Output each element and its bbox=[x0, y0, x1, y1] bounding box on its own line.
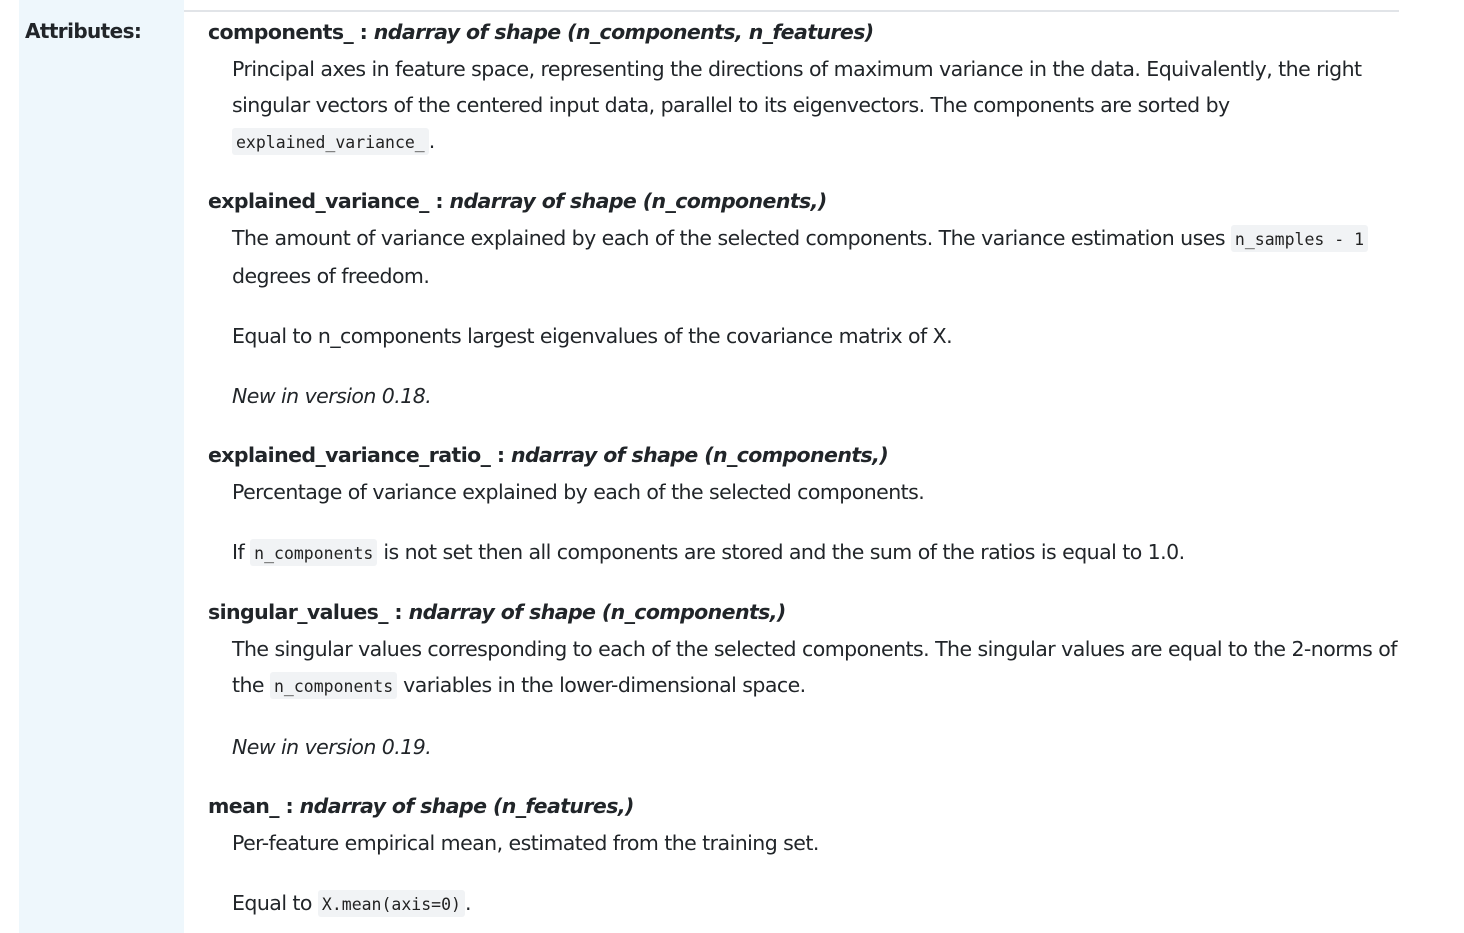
description-text: Principal axes in feature space, representing the directions of maximum variance in the data. Equivalently, the right singular vectors of the centered input data, parallel to its eigenvectors. The components are sorted by bbox=[232, 57, 1362, 117]
attribute-name: components_ bbox=[208, 20, 354, 44]
version-note: New in version 0.18. bbox=[232, 384, 432, 408]
attribute-name: explained_variance_ bbox=[208, 189, 429, 213]
inline-code: n_samples - 1 bbox=[1231, 225, 1368, 252]
attribute-name: singular_values_ bbox=[208, 600, 388, 624]
attribute-type: ndarray of shape (n_features,) bbox=[299, 794, 634, 818]
attribute-type: ndarray of shape (n_components,) bbox=[510, 443, 889, 467]
description-text: is not set then all components are stored and the sum of the ratios is equal to 1.0. bbox=[377, 540, 1185, 564]
inline-code: n_components bbox=[250, 539, 377, 566]
attribute-name: mean_ bbox=[208, 794, 279, 818]
attribute-description: Per-feature empirical mean, estimated from the training set. bbox=[232, 831, 819, 855]
description-text: . bbox=[464, 891, 471, 915]
attribute-separator: : bbox=[428, 189, 450, 213]
attribute-type: ndarray of shape (n_components, n_features) bbox=[373, 20, 874, 44]
description-text: degrees of freedom. bbox=[232, 264, 430, 288]
description-text: . bbox=[428, 129, 435, 153]
attribute-description bbox=[232, 631, 1402, 705]
attribute-type: ndarray of shape (n_components,) bbox=[449, 189, 827, 213]
inline-code: n_components bbox=[270, 672, 397, 699]
version-note: New in version 0.19. bbox=[232, 735, 432, 759]
top-divider bbox=[184, 10, 1399, 12]
attribute-separator: : bbox=[353, 20, 374, 44]
attribute-description bbox=[232, 220, 1402, 294]
attribute-separator: : bbox=[278, 794, 300, 818]
attribute-signature bbox=[208, 792, 634, 820]
attribute-name: explained_variance_ratio_ bbox=[208, 443, 491, 467]
inline-code: X.mean(axis=0) bbox=[318, 890, 465, 917]
attribute-separator: : bbox=[490, 443, 511, 467]
attribute-signature bbox=[208, 187, 827, 215]
inline-code: explained_variance_ bbox=[232, 128, 429, 155]
description-text: If bbox=[232, 540, 251, 564]
description-text: Equal to bbox=[232, 891, 318, 915]
attribute-signature bbox=[208, 441, 888, 469]
attribute-note: Equal to n_components largest eigenvalues of the covariance matrix of X. bbox=[232, 324, 953, 348]
description-text: The amount of variance explained by each of the selected components. The variance estimation uses bbox=[232, 226, 1231, 250]
description-text: variables in the lower-dimensional space. bbox=[397, 673, 806, 697]
attribute-description bbox=[232, 51, 1402, 161]
description-text: The singular values corresponding to each of the selected components. The singular values are equal to the 2-norms of the bbox=[232, 637, 1397, 697]
attribute-separator: : bbox=[387, 600, 409, 624]
attribute-signature bbox=[208, 18, 874, 46]
section-label: Attributes: bbox=[25, 19, 142, 43]
attribute-signature bbox=[208, 598, 786, 626]
attribute-note bbox=[232, 885, 1402, 923]
attribute-type: ndarray of shape (n_components,) bbox=[408, 600, 786, 624]
attribute-note bbox=[232, 534, 1402, 572]
field-name-column bbox=[19, 0, 184, 933]
attribute-description: Percentage of variance explained by each of the selected components. bbox=[232, 480, 925, 504]
